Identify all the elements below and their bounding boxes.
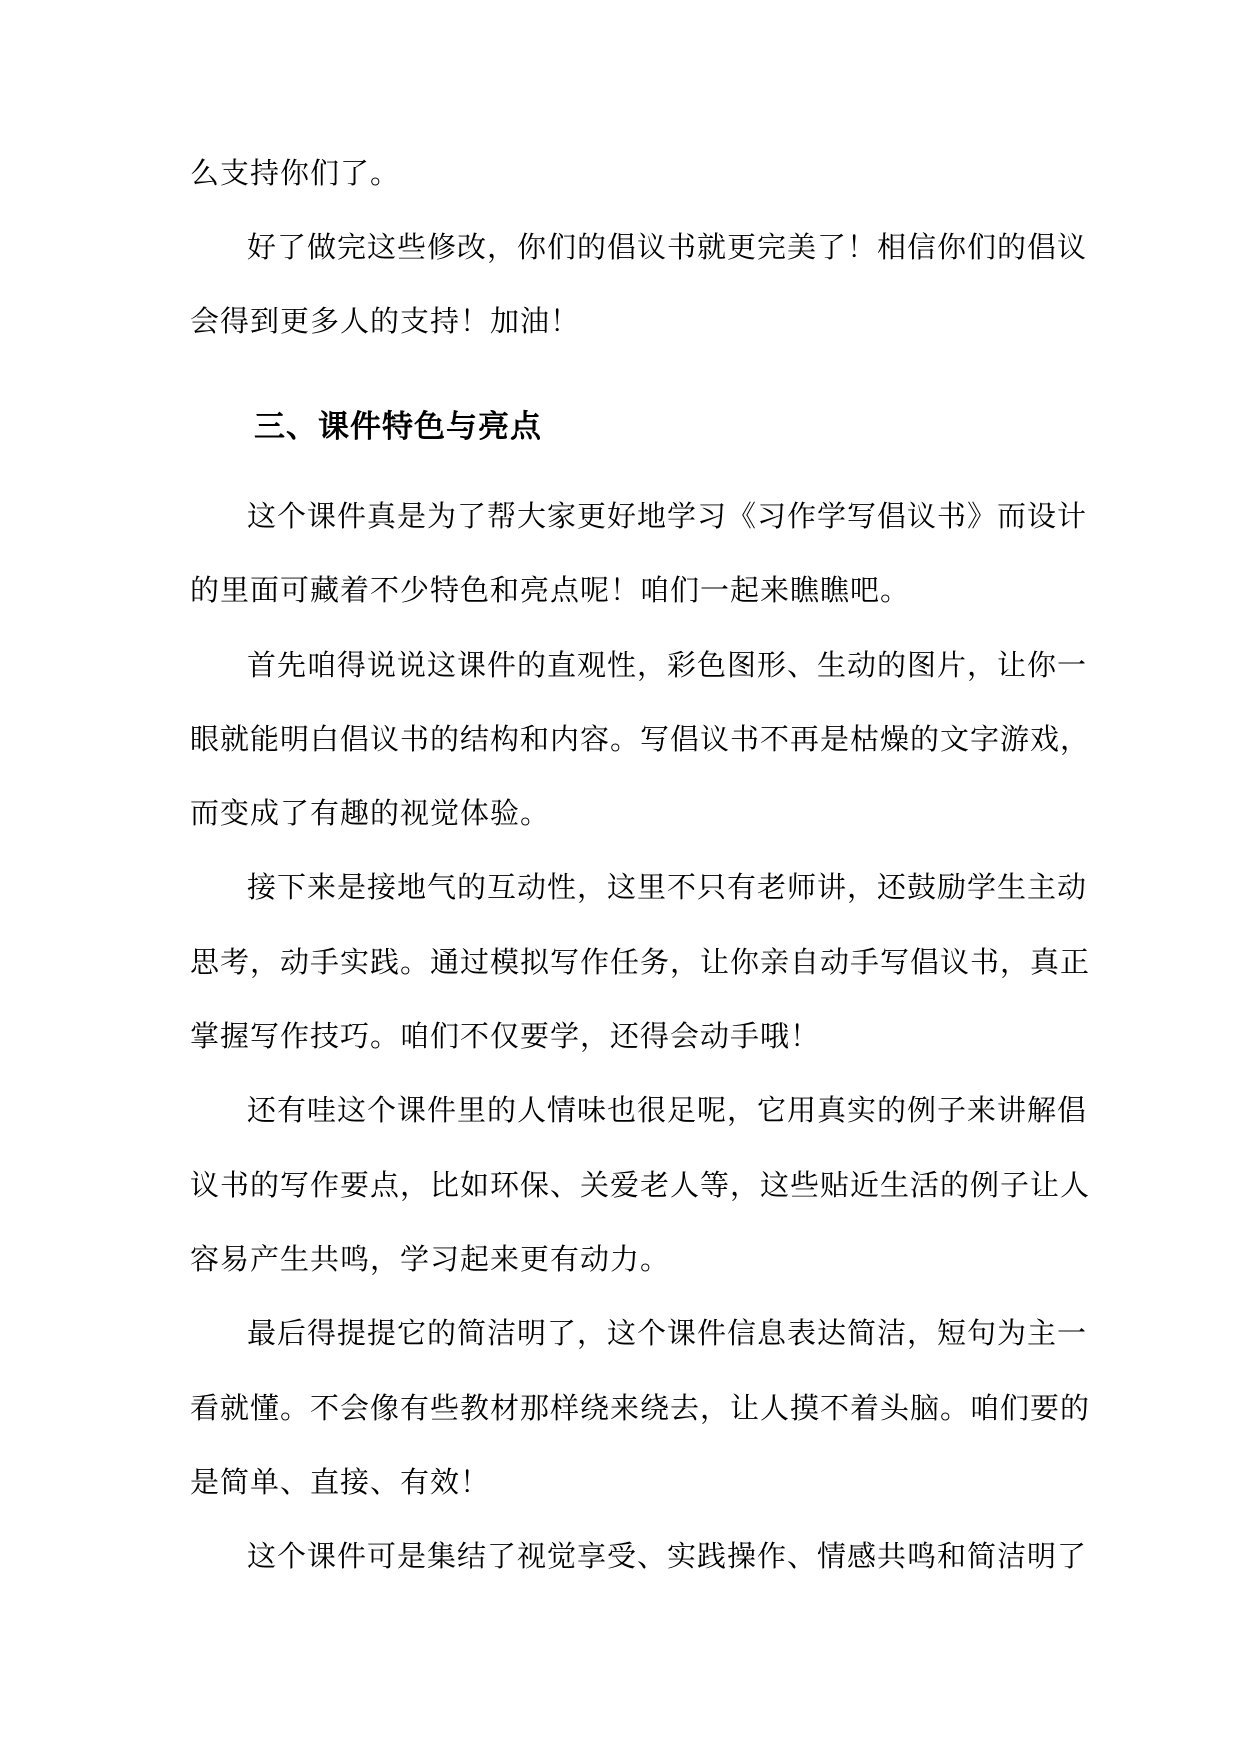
paragraph-line: 还有哇这个课件里的人情味也很足呢，它用真实的例子来讲解倡 (247, 1093, 1088, 1127)
paragraph-line: 这个课件可是集结了视觉享受、实践操作、情感共鸣和简洁明了 (247, 1539, 1088, 1573)
paragraph-line: 接下来是接地气的互动性，这里不只有老师讲，还鼓励学生主动 (247, 870, 1088, 904)
paragraph-line: 思考，动手实践。通过模拟写作任务，让你亲自动手写倡议书，真正 (190, 945, 1091, 979)
paragraph-line: 容易产生共鸣，学习起来更有动力。 (190, 1242, 671, 1276)
paragraph-line: 眼就能明白倡议书的结构和内容。写倡议书不再是枯燥的文字游戏， (190, 722, 1091, 756)
paragraph-line: 掌握写作技巧。咱们不仅要学，还得会动手哦！ (190, 1019, 821, 1053)
paragraph-line: 么支持你们了。 (190, 156, 401, 190)
paragraph-line: 首先咱得说说这课件的直观性，彩色图形、生动的图片，让你一 (247, 648, 1088, 682)
paragraph-line: 是简单、直接、有效！ (190, 1465, 491, 1499)
paragraph-line: 会得到更多人的支持！加油！ (190, 304, 581, 338)
paragraph-line: 好了做完这些修改，你们的倡议书就更完美了！相信你们的倡议 (247, 230, 1088, 264)
paragraph-line: 最后得提提它的简洁明了，这个课件信息表达简洁，短句为主一 (247, 1316, 1088, 1350)
paragraph-line: 的里面可藏着不少特色和亮点呢！咱们一起来瞧瞧吧。 (190, 573, 911, 607)
paragraph-line: 议书的写作要点，比如环保、关爱老人等，这些贴近生活的例子让人 (190, 1168, 1091, 1202)
paragraph-line: 看就懂。不会像有些教材那样绕来绕去，让人摸不着头脑。咱们要的 (190, 1391, 1091, 1425)
section-heading: 三、课件特色与亮点 (254, 409, 542, 445)
paragraph-line: 而变成了有趣的视觉体验。 (190, 796, 551, 830)
paragraph-line: 这个课件真是为了帮大家更好地学习《习作学写倡议书》而设计 (247, 499, 1088, 533)
